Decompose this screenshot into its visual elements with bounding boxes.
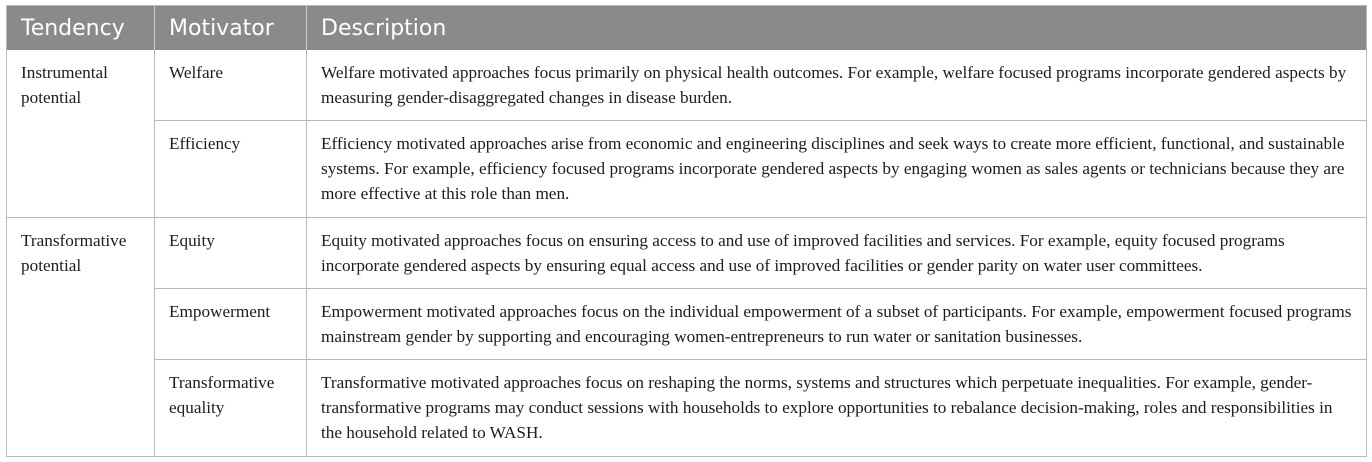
motivations-table xyxy=(6,5,1367,457)
table-header xyxy=(7,6,1367,51)
description-cell: Efficiency motivated approaches arise from economic and engineering disciplines and seek ways to create more efficient, functional, and sustainable systems. For example, efficiency focused programs incorporate gendered aspects by engaging women as sales agents or technicians because they are more effective at this role than men. xyxy=(307,121,1367,218)
motivator-cell: Empowerment xyxy=(155,289,307,360)
table-row xyxy=(7,50,1367,121)
table-row xyxy=(7,360,1367,457)
motivator-cell: Transformative equality xyxy=(155,360,307,457)
table-body xyxy=(7,50,1367,457)
description-cell: Transformative motivated approaches focus on reshaping the norms, systems and structures which perpetuate inequalities. For example, gender-transformative programs may conduct sessions with households to explore opportunities to rebalance decision-making, roles and responsibilities in the household related to WASH. xyxy=(307,360,1367,457)
tendency-cell-instrumental: Instrumental potential xyxy=(7,50,155,217)
description-cell: Equity motivated approaches focus on ensuring access to and use of improved facilities and services. For example, equity focused programs incorporate gendered aspects by ensuring equal access and use of improved facilities or gender parity on water user committees. xyxy=(307,217,1367,288)
table-row xyxy=(7,217,1367,288)
description-cell: Welfare motivated approaches focus primarily on physical health outcomes. For example, welfare focused programs incorporate gendered aspects by measuring gender-disaggregated changes in disease burden. xyxy=(307,50,1367,121)
motivator-cell: Welfare xyxy=(155,50,307,121)
table-row xyxy=(7,289,1367,360)
header-row xyxy=(7,6,1367,51)
header-tendency: Tendency xyxy=(7,6,155,51)
motivator-cell: Equity xyxy=(155,217,307,288)
tendency-cell-transformative: Transformative potential xyxy=(7,217,155,456)
description-cell: Empowerment motivated approaches focus on the individual empowerment of a subset of participants. For example, empowerment focused programs mainstream gender by supporting and encouraging women-entrepreneurs to run water or sanitation businesses. xyxy=(307,289,1367,360)
motivator-cell: Efficiency xyxy=(155,121,307,218)
table-row xyxy=(7,121,1367,218)
header-description: Description xyxy=(307,6,1367,51)
header-motivator: Motivator xyxy=(155,6,307,51)
